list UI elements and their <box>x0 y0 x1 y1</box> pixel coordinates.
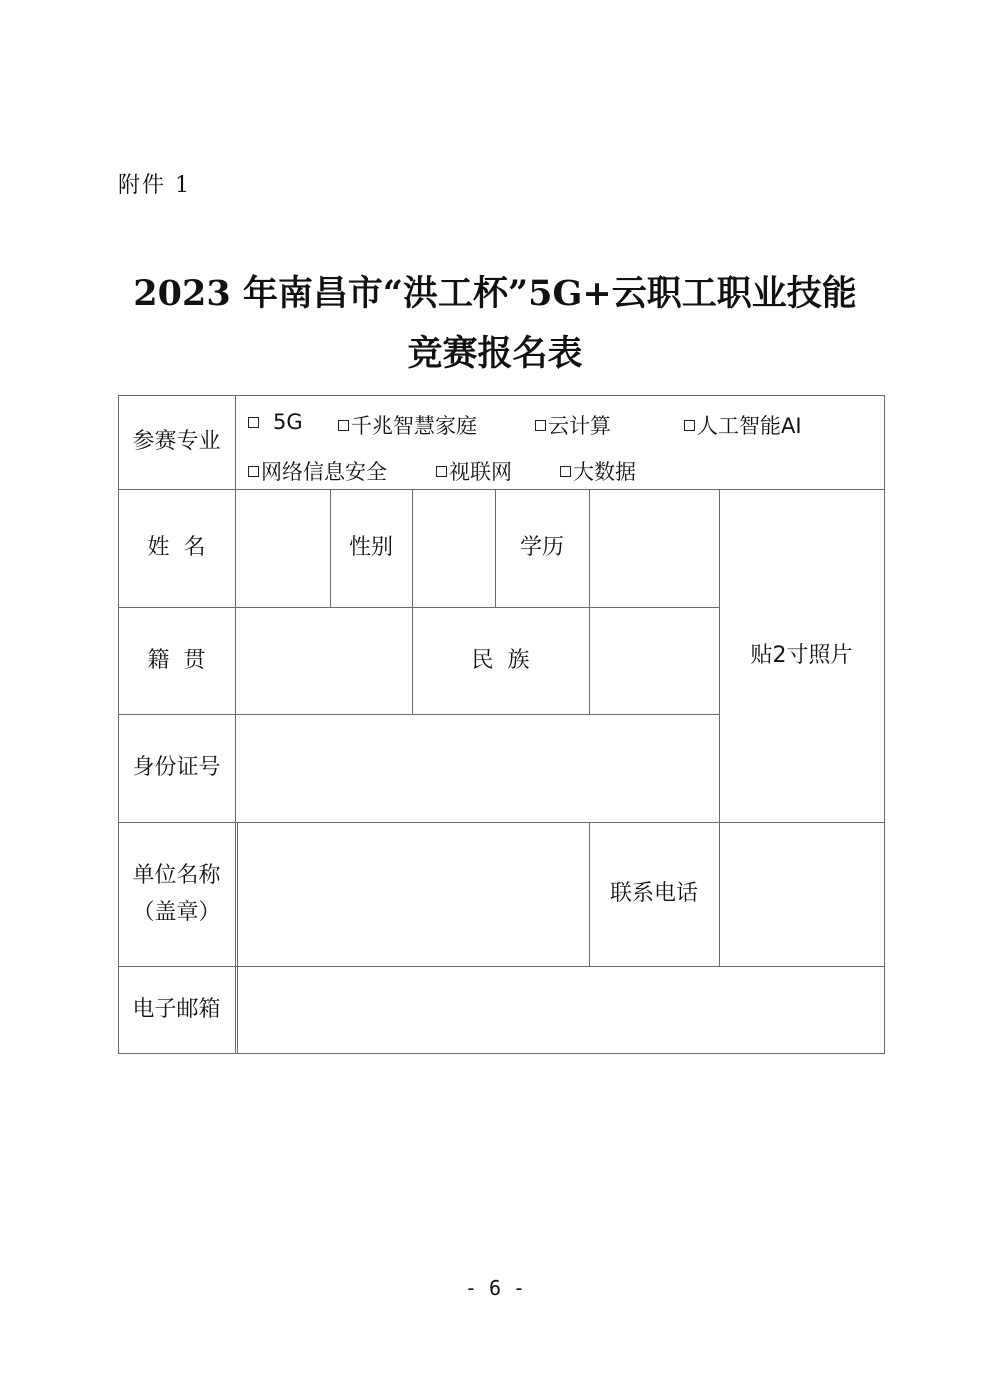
contact-phone-field[interactable] <box>720 823 884 966</box>
unit-name-field[interactable] <box>238 823 589 966</box>
form-title-line-2: 竞赛报名表 <box>407 333 583 374</box>
option-artificial-intelligence[interactable]: 人工智能AI <box>684 410 802 440</box>
specialty-options-row-1 <box>248 410 868 440</box>
checkbox-icon[interactable] <box>248 466 259 477</box>
specialty-options-row-2 <box>248 456 868 486</box>
unit-name-label: 单位名称 （盖章） <box>132 862 221 925</box>
form-title-line-1: 2023 年南昌市“洪工杯”5G+云职工职业技能 <box>133 273 857 314</box>
option-gigabit-smart-home[interactable]: 千兆智慧家庭 <box>338 410 477 440</box>
page-number: - 6 - <box>464 1276 526 1300</box>
option-network-security[interactable]: 网络信息安全 <box>248 456 387 486</box>
ethnicity-field[interactable] <box>590 608 719 714</box>
photo-placeholder[interactable]: 贴2寸照片 <box>750 642 853 668</box>
option-5g[interactable]: 5G <box>248 410 303 434</box>
checkbox-icon[interactable] <box>560 466 571 477</box>
email-label: 电子邮箱 <box>132 996 221 1022</box>
name-label: 姓 名 <box>147 535 206 561</box>
ethnicity-label: 民 族 <box>471 647 530 673</box>
checkbox-icon[interactable] <box>248 417 259 428</box>
attachment-label: 附件 1 <box>118 173 191 198</box>
option-big-data[interactable]: 大数据 <box>560 456 636 486</box>
gender-field[interactable] <box>413 490 495 607</box>
native-place-label: 籍 贯 <box>147 647 206 673</box>
native-place-field[interactable] <box>236 608 412 714</box>
email-field[interactable] <box>238 967 884 1053</box>
id-number-label: 身份证号 <box>132 755 221 781</box>
gender-label: 性别 <box>348 535 393 561</box>
option-video-network[interactable]: 视联网 <box>436 456 512 486</box>
name-field[interactable] <box>236 490 330 607</box>
id-number-field[interactable] <box>236 715 719 822</box>
checkbox-icon[interactable] <box>684 420 695 431</box>
education-label: 学历 <box>519 535 564 561</box>
option-cloud-computing[interactable]: 云计算 <box>535 410 611 440</box>
checkbox-icon[interactable] <box>535 420 546 431</box>
contact-phone-label: 联系电话 <box>609 881 698 907</box>
competition-specialty-label: 参赛专业 <box>132 429 221 455</box>
education-field[interactable] <box>590 490 719 607</box>
checkbox-icon[interactable] <box>338 420 349 431</box>
checkbox-icon[interactable] <box>436 466 447 477</box>
